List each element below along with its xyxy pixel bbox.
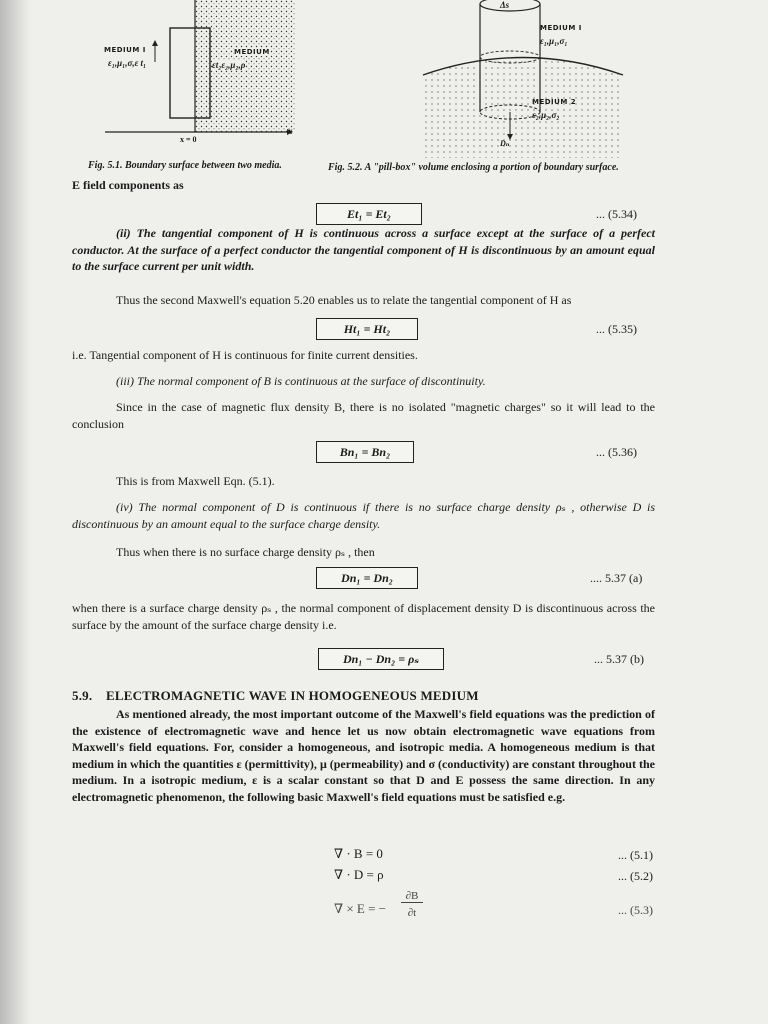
section-title: ELECTROMAGNETIC WAVE IN HOMOGENEOUS MEDIUM xyxy=(106,688,479,703)
item-ii-paragraph: (ii) The tangential component of H is continuous across a surface except at the surface of a perfect conductor. At the surface of a perfect conductor the tangential component of H is discontinuous by an amount equal to the surface current per unit width. xyxy=(72,226,655,273)
item-iii-line: (iii) The normal component of B is continuous at the surface of discontinuity. xyxy=(116,374,486,388)
eq-number-5-36: ... (5.36) xyxy=(596,445,637,459)
eq-number-5-2: ... (5.2) xyxy=(618,869,653,883)
para-thus-second: Thus the second Maxwell's equation 5.20 enables us to relate the tangential component of H as xyxy=(116,293,572,307)
fig2-normal-label: Dₙ xyxy=(500,139,510,148)
eq-number-5-34: ... (5.34) xyxy=(596,207,637,221)
para-since: Since in the case of magnetic flux density B, there is no isolated "magnetic charges" so it will lead to the conclusion xyxy=(72,400,655,431)
fig2-caption: Fig. 5.2. A "pill-box" volume enclosing a portion of boundary surface. xyxy=(328,162,619,173)
para-when-charge: when there is a surface charge density ρₛ , the normal component of displacement density D is discontinuous across the surface by the amount of the surface charge density i.e. xyxy=(72,601,655,632)
ie-tangential-line: i.e. Tangential component of H is continuous for finite current densities. xyxy=(72,348,418,362)
from-maxwell-line: This is from Maxwell Eqn. (5.1). xyxy=(116,474,275,488)
eq-number-5-35: ... (5.35) xyxy=(596,322,637,336)
intro-line: E field components as xyxy=(72,178,184,192)
figure-5-1 xyxy=(95,0,300,145)
fig2-area-label: Δs xyxy=(500,0,510,10)
section-paragraph: As mentioned already, the most important outcome of the Maxwell's field equations was the prediction of the existence of electromagnetic wave and hence let us now obtain electromagnetic wave equations from Maxwell's field equations. For, consider a homogeneous, and isotropic media. A homogeneous medium is that medium in which the quantities ε (permittivity), μ (permeability) and σ (conductivity) are constant throughout the medium. In a isotropic medium, ε is a scalar constant so that D and E possess the same direction. In any electromagnetic phenomenon, the following basic Maxwell's field equations must be satisfied e.g. xyxy=(72,707,655,804)
fig2-medium1-label: MEDIUM I xyxy=(540,24,582,32)
para-no-charge: Thus when there is no surface charge density ρₛ , then xyxy=(116,545,375,559)
fig2-medium1-params: ε₁,μ₁,σ₁ xyxy=(540,36,568,46)
equation-5-34: Et₁ = Et₂ xyxy=(316,203,422,225)
equation-5-36: Bn₁ = Bn₂ xyxy=(316,441,414,463)
equation-5-1: ∇ · B = 0 xyxy=(334,846,383,861)
fig1-medium1-params: ε₁,μ₁,σ,ε t₁ xyxy=(108,58,147,68)
figure-5-2 xyxy=(418,0,628,158)
fig1-medium2-params: εt₂ε₂,μ₂,ρ xyxy=(212,60,246,70)
fig2-medium2-params: ε₂,μ₂,σ₂ xyxy=(532,110,560,120)
eq-number-5-3: ... (5.3) xyxy=(618,903,653,917)
eq-number-5-37b: ... 5.37 (b) xyxy=(594,652,644,666)
equation-5-3-denominator: ∂t xyxy=(407,907,417,919)
equation-5-37a: Dn₁ = Dn₂ xyxy=(316,567,418,589)
fig1-medium1-label: MEDIUM I xyxy=(104,46,146,54)
fig1-caption: Fig. 5.1. Boundary surface between two media. xyxy=(88,160,282,171)
fig1-medium2-label: MEDIUM xyxy=(234,48,270,56)
fig2-medium2-label: MEDIUM 2 xyxy=(532,98,577,106)
page-edge-shadow xyxy=(0,0,30,1024)
eq-number-5-37a: .... 5.37 (a) xyxy=(590,571,643,585)
item-iv-paragraph: (iv) The normal component of D is continuous if there is no surface charge density ρₛ , otherwise D is discontinuous by an amount equal to the surface charge density. xyxy=(72,500,655,531)
equation-5-3-numerator: ∂B xyxy=(401,890,423,903)
eq-number-5-1: ... (5.1) xyxy=(618,848,653,862)
equation-5-3-lhs: ∇ × E = − xyxy=(334,901,387,916)
section-number: 5.9. xyxy=(72,688,93,703)
equation-5-35: Ht₁ = Ht₂ xyxy=(316,318,418,340)
equation-5-2: ∇ · D = ρ xyxy=(334,867,384,882)
fig1-x-zero-label: x = 0 xyxy=(180,135,197,144)
fig1-axis-label: x xyxy=(288,126,293,136)
equation-5-37b: Dn₁ − Dn₂ = ρₛ xyxy=(318,648,444,670)
